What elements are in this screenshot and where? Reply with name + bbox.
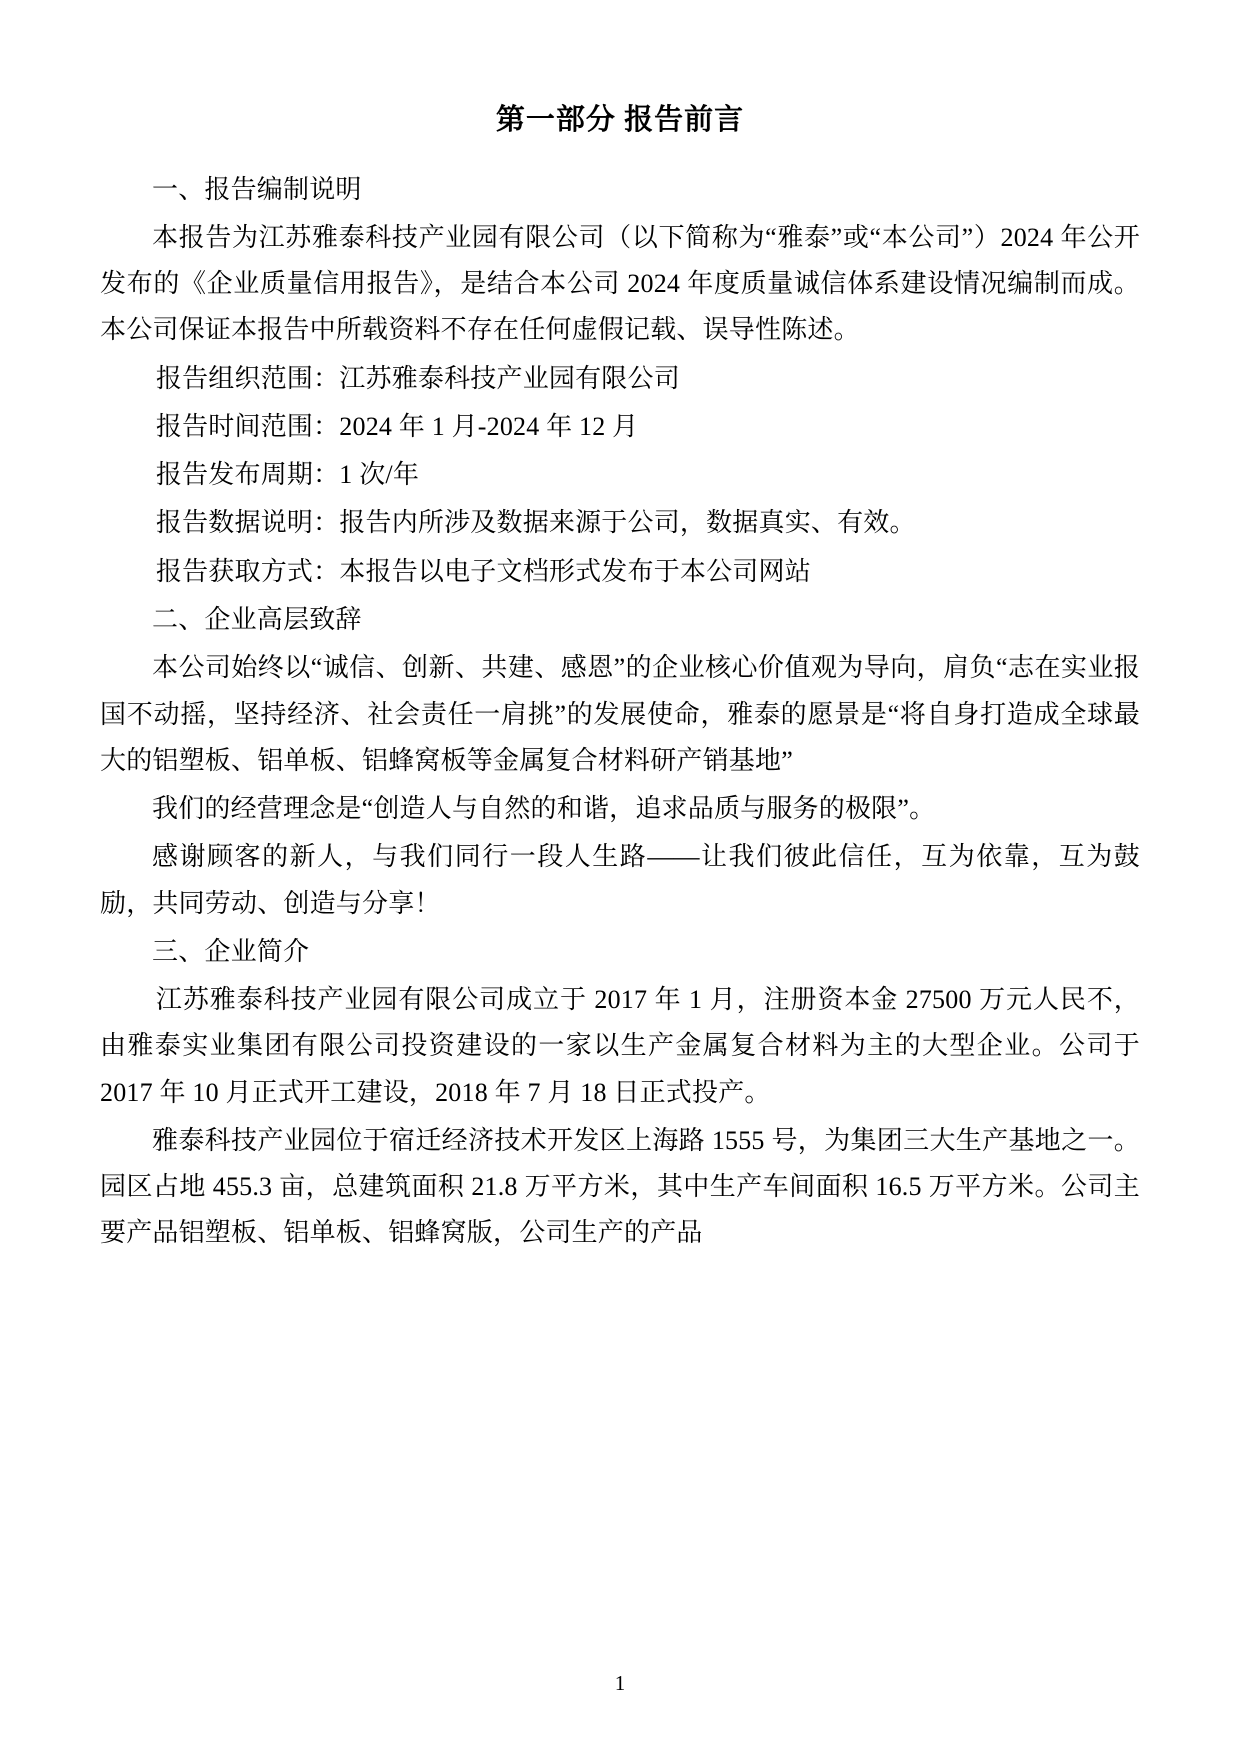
paragraph-executive-message-1: 本公司始终以“诚信、创新、共建、感恩”的企业核心价值观为导向，肩负“志在实业报国不动摇，坚持经济、社会责任一肩挑”的发展使命，雅泰的愿景是“将自身打造成全球最大的铝塑板、铝单板、铝蜂窝板等金属复合材料研产销基地” [100, 653, 1140, 775]
paragraph-report-access: 报告获取方式：本报告以电子文档形式发布于本公司网站 [155, 556, 811, 586]
page-title: 第一部分 报告前言 [495, 104, 745, 136]
paragraph-executive-message-2: 我们的经营理念是“创造人与自然的和谐，追求品质与服务的极限”。 [152, 794, 936, 824]
paragraph-report-frequency: 报告发布周期：1 次/年 [155, 460, 420, 490]
paragraph-report-data-note: 报告数据说明：报告内所涉及数据来源于公司，数据真实、有效。 [155, 508, 916, 538]
page-number: 1 [614, 1671, 626, 1695]
paragraph-company-profile-1: 江苏雅泰科技产业园有限公司成立于 2017 年 1 月，注册资本金 27500 万元人民不，由雅泰实业集团有限公司投资建设的一家以生产金属复合材料为主的大型企业。公司于 2017 年 10 月正式开工建设，2018 年 7 月 18 日正式投产。 [100, 985, 1140, 1107]
paragraph-report-preparation: 本报告为江苏雅泰科技产业园有限公司（以下简称为“雅泰”或“本公司”）2024 年公开发布的《企业质量信用报告》，是结合本公司 2024 年度质量诚信体系建设情况编制而成。本公司保证本报告中所载资料不存在任何虚假记载、误导性陈述。 [100, 222, 1140, 345]
paragraph-company-profile-2: 雅泰科技产业园位于宿迁经济技术开发区上海路 1555 号，为集团三大生产基地之一。园区占地 455.3 亩，总建筑面积 21.8 万平方米，其中生产车间面积 16.5 万平方米。公司主要产品铝塑板、铝单板、铝蜂窝版，公司生产的产品 [100, 1125, 1140, 1248]
paragraph-report-period: 报告时间范围：2024 年 1 月-2024 年 12 月 [155, 411, 639, 441]
section-heading-1: 一、报告编制说明 [152, 174, 362, 204]
paragraph-executive-message-3: 感谢顾客的新人，与我们同行一段人生路——让我们彼此信任，互为依靠，互为鼓励，共同劳动、创造与分享！ [100, 842, 1140, 918]
section-heading-3: 三、企业简介 [152, 936, 310, 966]
paragraph-report-scope: 报告组织范围：江苏雅泰科技产业园有限公司 [155, 363, 680, 393]
section-heading-2: 二、企业高层致辞 [152, 604, 362, 634]
